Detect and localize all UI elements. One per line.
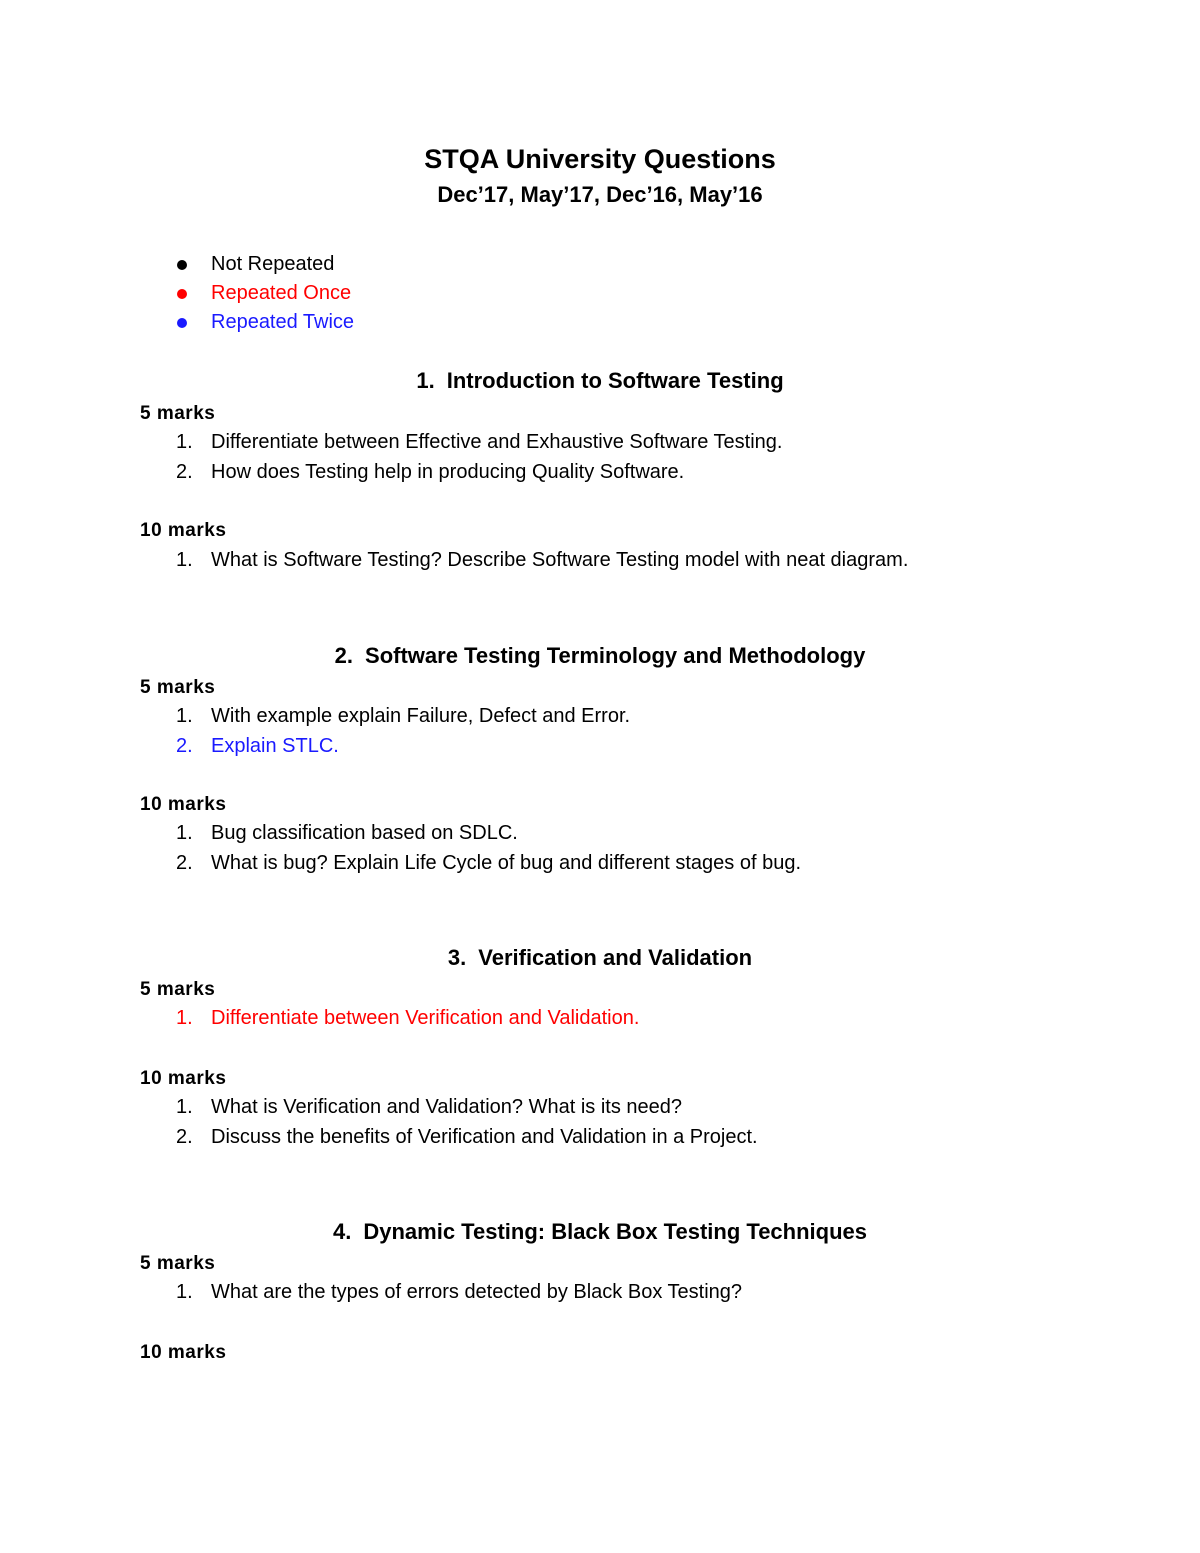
- bullet-icon: [177, 318, 187, 328]
- question-list: [140, 819, 801, 878]
- question-item: [140, 819, 801, 849]
- question-text: With example explain Failure, Defect and Error.: [211, 705, 631, 727]
- question-text: Differentiate between Verification and Validation.: [211, 1007, 640, 1029]
- question-item: [140, 849, 801, 879]
- bullet-icon: [177, 289, 187, 299]
- question-list: [140, 1093, 758, 1152]
- question-number: 1.: [176, 822, 193, 844]
- question-list: [140, 428, 782, 487]
- section-number: 2.: [334, 643, 354, 668]
- bullet-icon: [177, 260, 187, 270]
- legend-label: Not Repeated: [211, 253, 335, 275]
- page-subtitle: Dec’17, May’17, Dec’16, May’16: [437, 182, 763, 207]
- question-text: Explain STLC.: [211, 734, 339, 757]
- question-list: [140, 702, 630, 761]
- section-title: [0, 366, 1200, 396]
- marks-heading: 5 marks: [140, 403, 216, 424]
- section-title: [0, 641, 1200, 671]
- question-number: 2.: [176, 1125, 193, 1148]
- marks-heading: 10 marks: [140, 794, 227, 815]
- question-item: [140, 1004, 639, 1034]
- question-text: What is Verification and Validation? What is its need?: [211, 1096, 682, 1118]
- question-item: [140, 1123, 758, 1153]
- page-title: STQA University Questions: [424, 144, 776, 174]
- section-title-text: Introduction to Software Testing: [446, 368, 784, 393]
- section-title-text: Verification and Validation: [478, 945, 753, 970]
- section-number: 3.: [447, 945, 467, 970]
- question-item: [140, 702, 630, 732]
- question-number: 2.: [176, 460, 193, 483]
- legend: [140, 250, 354, 337]
- question-list: [140, 546, 908, 576]
- question-number: 1.: [176, 1007, 193, 1029]
- question-number: 2.: [176, 734, 193, 757]
- question-text: Bug classification based on SDLC.: [211, 822, 518, 844]
- legend-item-not-repeated: [140, 250, 354, 279]
- legend-item-repeated-twice: [140, 308, 354, 337]
- marks-heading: 10 marks: [140, 520, 227, 541]
- question-item: [140, 732, 630, 762]
- question-text: What is Software Testing? Describe Software Testing model with neat diagram.: [211, 549, 909, 571]
- question-item: [140, 428, 782, 458]
- legend-item-repeated-once: [140, 279, 354, 308]
- question-number: 1.: [176, 431, 193, 453]
- question-list: [140, 1278, 742, 1308]
- question-text: Discuss the benefits of Verification and Validation in a Project.: [211, 1125, 758, 1148]
- question-text: What is bug? Explain Life Cycle of bug and different stages of bug.: [211, 851, 801, 874]
- question-item: [140, 1278, 742, 1308]
- section-number: 1.: [416, 368, 435, 393]
- marks-heading: 5 marks: [140, 677, 216, 698]
- section-title-text: Software Testing Terminology and Methodology: [365, 643, 866, 668]
- marks-heading: 5 marks: [140, 979, 216, 1000]
- question-number: 1.: [176, 705, 193, 727]
- section-number: 4.: [332, 1219, 352, 1244]
- question-item: [140, 1093, 758, 1123]
- marks-heading: 10 marks: [140, 1068, 227, 1089]
- marks-heading: 10 marks: [140, 1342, 227, 1363]
- question-number: 2.: [176, 851, 193, 874]
- question-list: [140, 1004, 639, 1034]
- question-number: 1.: [176, 549, 193, 571]
- question-text: How does Testing help in producing Quality Software.: [211, 460, 685, 483]
- legend-label: Repeated Once: [211, 282, 352, 304]
- question-item: [140, 458, 782, 488]
- question-text: Differentiate between Effective and Exhaustive Software Testing.: [211, 431, 783, 453]
- section-title-text: Dynamic Testing: Black Box Testing Techniques: [363, 1219, 868, 1244]
- section-title: [0, 1217, 1200, 1247]
- question-number: 1.: [176, 1281, 193, 1303]
- question-item: [140, 546, 908, 576]
- question-number: 1.: [176, 1096, 193, 1118]
- legend-label: Repeated Twice: [211, 311, 355, 333]
- marks-heading: 5 marks: [140, 1253, 216, 1274]
- section-title: [0, 943, 1200, 973]
- question-text: What are the types of errors detected by Black Box Testing?: [211, 1281, 743, 1303]
